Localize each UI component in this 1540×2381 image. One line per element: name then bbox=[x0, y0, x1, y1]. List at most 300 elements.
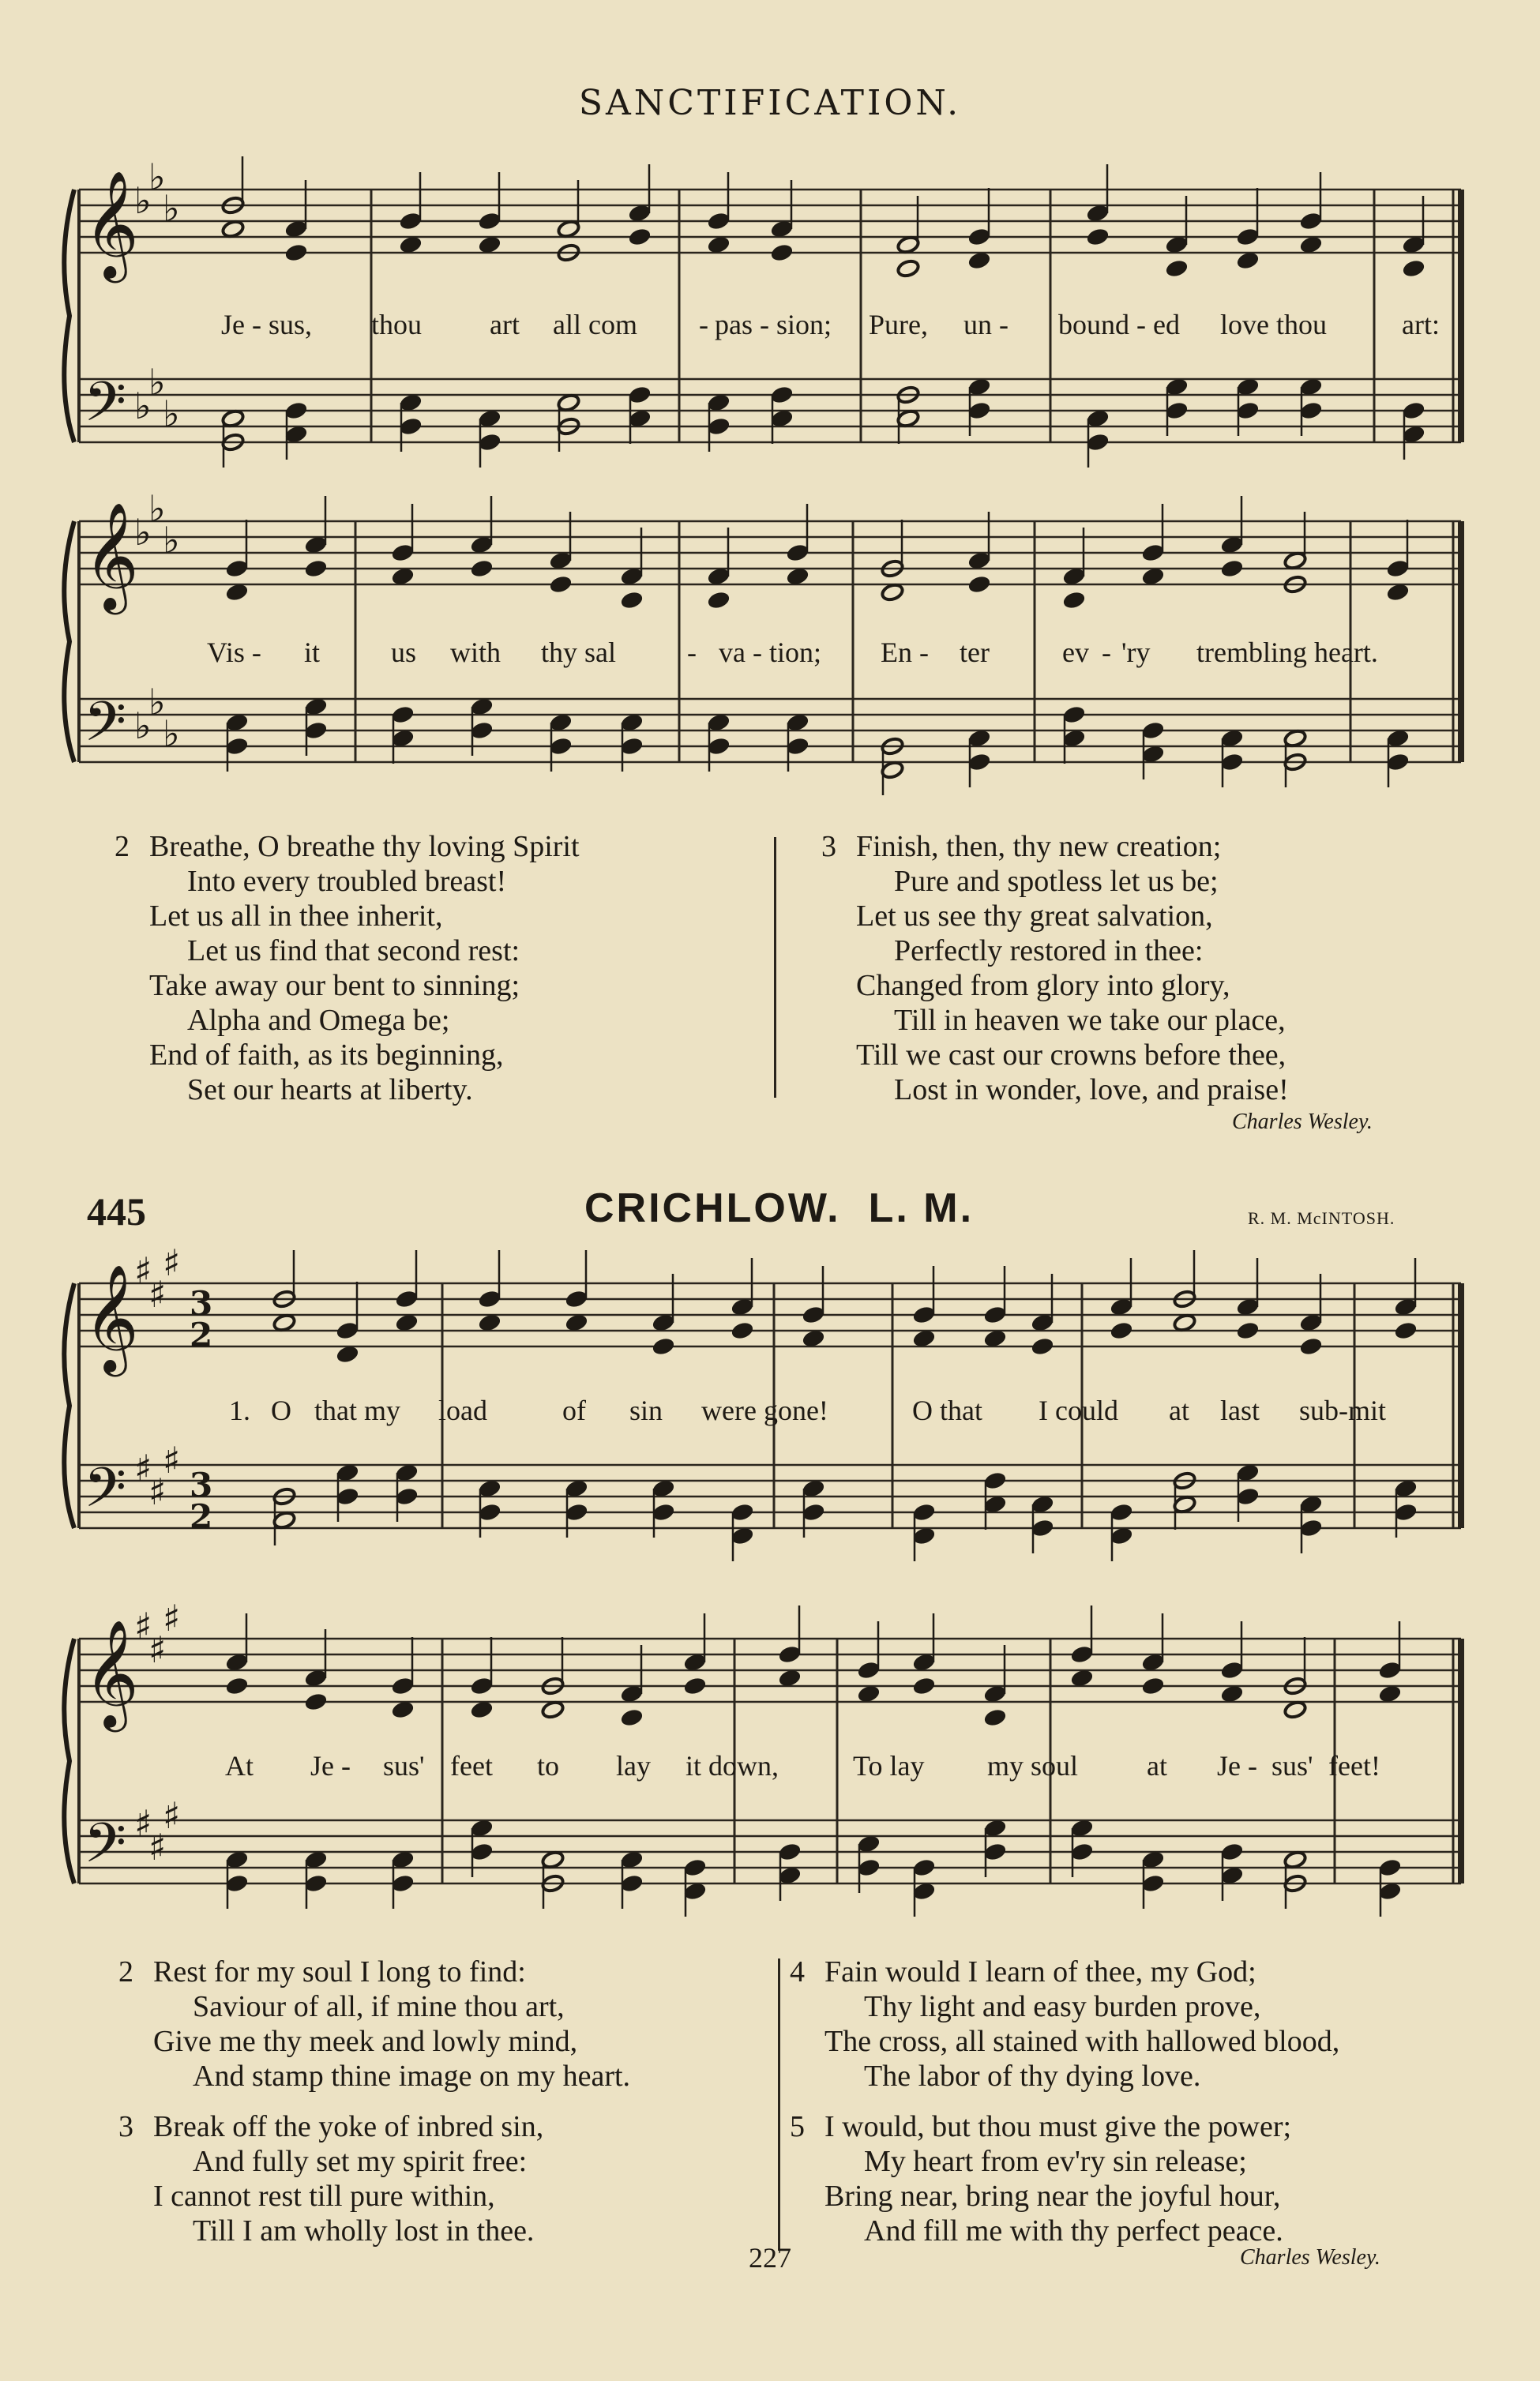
hymn-number: 445 bbox=[87, 1189, 146, 1234]
note-head bbox=[786, 737, 809, 757]
lyric-syllable: At bbox=[225, 1750, 254, 1782]
note-head bbox=[391, 504, 415, 562]
hymn1-verse-3 bbox=[821, 829, 1477, 1107]
hymn1-lyrics-line2 bbox=[0, 636, 1540, 675]
note-head bbox=[857, 1858, 881, 1878]
note-head bbox=[1299, 235, 1323, 255]
note-head bbox=[304, 1692, 328, 1712]
note-head bbox=[620, 1874, 644, 1894]
note-head bbox=[221, 156, 245, 215]
note-head bbox=[707, 172, 731, 231]
lyric-syllable: sus' bbox=[1271, 1750, 1313, 1782]
note-head bbox=[478, 1250, 501, 1309]
note-head bbox=[565, 1503, 588, 1523]
note-head bbox=[983, 1266, 1007, 1324]
verse-line: Thy light and easy burden prove, bbox=[864, 1990, 1261, 2023]
note-head bbox=[272, 1313, 296, 1333]
lyric-syllable: Vis - bbox=[207, 637, 261, 668]
verse-number: 5 bbox=[790, 2110, 805, 2143]
note-head bbox=[225, 1874, 249, 1894]
bass-clef-icon: 𝄢 bbox=[84, 370, 127, 447]
lyric-syllable: Je - sus, bbox=[221, 309, 312, 340]
note-head bbox=[1062, 729, 1086, 749]
note-head bbox=[1299, 1519, 1323, 1538]
verse-line: Saviour of all, if mine thou art, bbox=[193, 1990, 565, 2023]
sharp-icon: ♯ bbox=[134, 1802, 152, 1845]
flat-icon: ♭ bbox=[148, 361, 166, 404]
note-head bbox=[912, 1527, 936, 1546]
note-head bbox=[1386, 583, 1410, 603]
note-head bbox=[1141, 1874, 1165, 1894]
note-head bbox=[881, 520, 904, 578]
hymn2-verses-right bbox=[790, 1955, 1501, 2248]
note-head bbox=[304, 496, 328, 554]
note-head bbox=[549, 575, 573, 595]
bass-clef-icon: 𝄢 bbox=[84, 1455, 127, 1533]
note-head bbox=[304, 559, 328, 579]
lyric-syllable: O that bbox=[912, 1395, 982, 1426]
lyric-syllable: sus' bbox=[383, 1750, 425, 1782]
hymn-composer: R. M. McINTOSH. bbox=[1248, 1208, 1395, 1228]
bass-clef-icon: 𝄢 bbox=[84, 1811, 127, 1888]
time-signature-top: 3 bbox=[190, 1284, 213, 1323]
page-number: 227 bbox=[749, 2242, 791, 2274]
note-head bbox=[336, 1345, 359, 1365]
lyric-syllable: Pure, bbox=[869, 309, 928, 340]
hymn1-verse-2 bbox=[115, 829, 770, 1107]
note-head bbox=[399, 235, 423, 255]
lyric-syllable: to bbox=[537, 1750, 560, 1782]
note-head bbox=[478, 1313, 501, 1333]
note-head bbox=[778, 1605, 802, 1664]
lyric-syllable: were gone! bbox=[701, 1395, 828, 1426]
flat-icon: ♭ bbox=[163, 187, 180, 230]
lyric-syllable: feet bbox=[450, 1750, 493, 1782]
note-head bbox=[786, 567, 809, 587]
flat-icon: ♭ bbox=[134, 385, 152, 427]
note-head bbox=[683, 1882, 707, 1902]
note-head bbox=[967, 575, 991, 595]
note-head bbox=[778, 1669, 802, 1688]
lyric-syllable: last bbox=[1220, 1395, 1260, 1426]
note-head bbox=[225, 520, 249, 578]
note-head bbox=[628, 164, 652, 223]
flat-icon: ♭ bbox=[134, 179, 152, 222]
note-head bbox=[1086, 164, 1110, 223]
verse-line: Let us find that second rest: bbox=[187, 934, 520, 967]
verse-line: Changed from glory into glory, bbox=[856, 969, 1230, 1002]
note-head bbox=[470, 721, 494, 741]
treble-clef-icon: 𝄞 bbox=[84, 1263, 139, 1372]
note-head bbox=[683, 1613, 707, 1672]
note-head bbox=[336, 1487, 359, 1507]
note-head bbox=[470, 1700, 494, 1720]
lyric-syllable: 1. bbox=[229, 1395, 250, 1426]
lyric-syllable: Je - bbox=[1217, 1750, 1257, 1782]
note-head bbox=[896, 259, 920, 279]
note-head bbox=[1236, 1487, 1260, 1507]
note-head bbox=[620, 737, 644, 757]
note-head bbox=[1402, 425, 1425, 445]
note-head bbox=[1236, 188, 1260, 246]
note-head bbox=[272, 1250, 296, 1309]
note-head bbox=[778, 1866, 802, 1886]
verse-line: Let us all in thee inherit, bbox=[149, 899, 443, 933]
flat-icon: ♭ bbox=[163, 712, 180, 755]
lyric-syllable: ter bbox=[960, 637, 990, 668]
treble-clef-icon: 𝄞 bbox=[84, 501, 139, 610]
note-head bbox=[683, 1677, 707, 1696]
note-head bbox=[802, 1266, 825, 1324]
sharp-icon: ♯ bbox=[134, 1447, 152, 1489]
verse-number: 3 bbox=[118, 2110, 133, 2143]
note-head bbox=[478, 235, 501, 255]
flat-icon: ♭ bbox=[148, 681, 166, 723]
note-head bbox=[912, 1329, 936, 1349]
note-head bbox=[652, 1503, 675, 1523]
note-head bbox=[1110, 1258, 1133, 1316]
lyric-syllable: bound - ed bbox=[1058, 309, 1180, 340]
note-head bbox=[272, 1511, 296, 1530]
hymn2-author: Charles Wesley. bbox=[1240, 2245, 1380, 2270]
note-head bbox=[857, 1684, 881, 1704]
note-head bbox=[628, 227, 652, 247]
note-head bbox=[478, 433, 501, 453]
bass-clef-icon: 𝄢 bbox=[84, 689, 127, 767]
sharp-icon: ♯ bbox=[148, 1628, 167, 1671]
note-head bbox=[912, 1882, 936, 1902]
verse-line: Bring near, bring near the joyful hour, bbox=[824, 2180, 1281, 2213]
treble-staff bbox=[79, 521, 1461, 584]
note-head bbox=[1378, 1882, 1402, 1902]
sharp-icon: ♯ bbox=[134, 1605, 152, 1647]
verse-line: And fill me with thy perfect peace. bbox=[864, 2214, 1283, 2248]
note-head bbox=[1086, 227, 1110, 247]
verse-number: 3 bbox=[821, 830, 836, 863]
verse-number: 2 bbox=[118, 1955, 133, 1989]
time-signature-bottom: 2 bbox=[190, 1497, 213, 1536]
verse-line: I would, but thou must give the power; bbox=[824, 2110, 1292, 2143]
note-head bbox=[967, 753, 991, 772]
note-head bbox=[1394, 1503, 1418, 1523]
sharp-icon: ♯ bbox=[163, 1241, 181, 1284]
note-head bbox=[1299, 172, 1323, 231]
treble-clef-icon: 𝄞 bbox=[84, 169, 139, 278]
note-head bbox=[395, 1487, 419, 1507]
time-signature-top: 3 bbox=[190, 1466, 213, 1504]
note-head bbox=[967, 401, 991, 421]
verse-line: My heart from ev'ry sin release; bbox=[864, 2145, 1247, 2178]
note-head bbox=[284, 243, 308, 263]
note-head bbox=[857, 1621, 881, 1680]
note-head bbox=[912, 1677, 936, 1696]
note-head bbox=[707, 235, 731, 255]
hymn1-author: Charles Wesley. bbox=[1232, 1110, 1373, 1134]
note-head bbox=[1394, 1321, 1418, 1341]
note-head bbox=[336, 1282, 359, 1340]
note-head bbox=[912, 1266, 936, 1324]
verse-line: Rest for my soul I long to find: bbox=[153, 1955, 526, 1989]
note-head bbox=[1299, 1337, 1323, 1357]
verse-line: Fain would I learn of thee, my God; bbox=[824, 1955, 1256, 1989]
flat-icon: ♭ bbox=[134, 704, 152, 747]
note-head bbox=[221, 220, 245, 239]
note-head bbox=[912, 1613, 936, 1672]
sharp-icon: ♯ bbox=[148, 1470, 167, 1513]
lyric-syllable: all com bbox=[553, 309, 637, 340]
note-head bbox=[1386, 520, 1410, 578]
verse-line: End of faith, as its beginning, bbox=[149, 1038, 504, 1072]
note-head bbox=[391, 1700, 415, 1720]
note-head bbox=[983, 1495, 1007, 1515]
note-head bbox=[1070, 1842, 1094, 1862]
lyric-syllable: lay bbox=[616, 1750, 651, 1782]
lyric-syllable: - bbox=[687, 637, 697, 668]
note-head bbox=[399, 417, 423, 437]
note-head bbox=[1236, 1321, 1260, 1341]
note-head bbox=[1141, 567, 1165, 587]
note-head bbox=[731, 1258, 754, 1316]
note-head bbox=[478, 172, 501, 231]
note-head bbox=[1110, 1321, 1133, 1341]
note-head bbox=[1236, 401, 1260, 421]
note-head bbox=[731, 1527, 754, 1546]
lyric-syllable: un - bbox=[963, 309, 1009, 340]
note-head bbox=[1070, 1605, 1094, 1664]
note-head bbox=[470, 559, 494, 579]
hymn-meter: L. M. bbox=[868, 1185, 975, 1231]
lyric-syllable: trembling heart. bbox=[1196, 637, 1378, 668]
note-head bbox=[881, 583, 904, 603]
note-head bbox=[470, 1842, 494, 1862]
lyric-syllable: va - tion; bbox=[719, 637, 821, 668]
note-head bbox=[707, 417, 731, 437]
lyric-syllable: To lay bbox=[853, 1750, 925, 1782]
verse-line: Give me thy meek and lowly mind, bbox=[153, 2025, 578, 2058]
note-head bbox=[1378, 1684, 1402, 1704]
note-head bbox=[1236, 251, 1260, 271]
lyric-syllable: - bbox=[699, 309, 708, 340]
note-head bbox=[1141, 1613, 1165, 1672]
note-head bbox=[802, 1503, 825, 1523]
note-head bbox=[399, 172, 423, 231]
verse-line: The cross, all stained with hallowed blood, bbox=[824, 2025, 1340, 2058]
note-head bbox=[1173, 1313, 1196, 1333]
note-head bbox=[770, 409, 794, 429]
note-head bbox=[225, 737, 249, 757]
note-head bbox=[983, 1842, 1007, 1862]
lyric-syllable: load bbox=[438, 1395, 487, 1426]
lyric-syllable: 'ry bbox=[1121, 637, 1151, 668]
note-head bbox=[395, 1250, 419, 1309]
lyric-syllable: it down, bbox=[685, 1750, 779, 1782]
note-head bbox=[1165, 259, 1189, 279]
note-head bbox=[770, 243, 794, 263]
lyric-syllable: sub-mit bbox=[1299, 1395, 1387, 1426]
note-head bbox=[1062, 591, 1086, 610]
note-head bbox=[470, 1637, 494, 1696]
note-head bbox=[1165, 401, 1189, 421]
note-head bbox=[620, 591, 644, 610]
hymn2-system2 bbox=[0, 1597, 1540, 1982]
note-head bbox=[1086, 433, 1110, 453]
treble-staff bbox=[79, 1639, 1461, 1702]
verse-line: Lost in wonder, love, and praise! bbox=[894, 1073, 1289, 1106]
sharp-icon: ♯ bbox=[163, 1597, 181, 1639]
note-head bbox=[983, 1329, 1007, 1349]
note-head bbox=[391, 729, 415, 749]
lyric-syllable: my soul bbox=[987, 1750, 1079, 1782]
note-head bbox=[391, 1637, 415, 1696]
note-head bbox=[395, 1313, 419, 1333]
note-head bbox=[565, 1313, 588, 1333]
note-head bbox=[802, 1329, 825, 1349]
note-head bbox=[652, 1337, 675, 1357]
verse-number: 4 bbox=[790, 1955, 805, 1989]
note-head bbox=[541, 1637, 565, 1696]
note-head bbox=[304, 721, 328, 741]
verse-line: Pure and spotless let us be; bbox=[894, 865, 1219, 898]
note-head bbox=[1378, 1621, 1402, 1680]
verse-divider bbox=[778, 1959, 780, 2251]
lyric-syllable: it bbox=[304, 637, 321, 668]
page-header: SANCTIFICATION. bbox=[578, 83, 962, 123]
note-head bbox=[1031, 1519, 1054, 1538]
lyric-syllable: ev bbox=[1062, 637, 1089, 668]
note-head bbox=[470, 496, 494, 554]
note-head bbox=[1236, 1258, 1260, 1316]
verse-line: Till in heaven we take our place, bbox=[894, 1004, 1286, 1037]
note-head bbox=[284, 425, 308, 445]
hymn1-lyrics-line1 bbox=[0, 308, 1540, 347]
flat-icon: ♭ bbox=[163, 519, 180, 561]
note-head bbox=[1283, 1700, 1307, 1720]
flat-icon: ♭ bbox=[163, 392, 180, 435]
lyric-syllable: art bbox=[490, 309, 520, 340]
flat-icon: ♭ bbox=[134, 511, 152, 554]
note-head bbox=[541, 1700, 565, 1720]
note-head bbox=[1110, 1527, 1133, 1546]
note-head bbox=[1141, 1677, 1165, 1696]
note-head bbox=[1220, 559, 1244, 579]
note-head bbox=[1386, 753, 1410, 772]
note-head bbox=[1402, 259, 1425, 279]
verse-line: Till I am wholly lost in thee. bbox=[193, 2214, 535, 2248]
note-head bbox=[225, 1613, 249, 1672]
flat-icon: ♭ bbox=[148, 487, 166, 530]
verse-line: Breathe, O breathe thy loving Spirit bbox=[149, 830, 580, 863]
lyric-syllable: at bbox=[1169, 1395, 1189, 1426]
hymn2-verses-left bbox=[118, 1955, 774, 2248]
verse-line: Let us see thy great salvation, bbox=[856, 899, 1213, 933]
verse-line: Finish, then, thy new creation; bbox=[856, 830, 1222, 863]
note-head bbox=[1220, 753, 1244, 772]
note-head bbox=[549, 737, 573, 757]
lyric-syllable: thy sal bbox=[541, 637, 616, 668]
sharp-icon: ♯ bbox=[134, 1249, 152, 1292]
lyric-syllable: - bbox=[1102, 637, 1111, 668]
sharp-icon: ♯ bbox=[148, 1826, 167, 1868]
flat-icon: ♭ bbox=[148, 156, 166, 198]
note-head bbox=[967, 251, 991, 271]
verse-line: Break off the yoke of inbred sin, bbox=[153, 2110, 544, 2143]
lyric-syllable: Je - bbox=[310, 1750, 351, 1782]
note-head bbox=[304, 1874, 328, 1894]
note-head bbox=[478, 1503, 501, 1523]
note-head bbox=[707, 591, 731, 610]
lyric-syllable: with bbox=[450, 637, 501, 668]
note-head bbox=[1141, 504, 1165, 562]
lyric-syllable: sin bbox=[629, 1395, 663, 1426]
verse-line: Perfectly restored in thee: bbox=[894, 934, 1204, 967]
lyric-syllable: us bbox=[391, 637, 417, 668]
verse-line: Alpha and Omega be; bbox=[187, 1004, 450, 1037]
treble-clef-icon: 𝄞 bbox=[84, 1618, 139, 1727]
note-head bbox=[731, 1321, 754, 1341]
note-head bbox=[967, 188, 991, 246]
note-head bbox=[565, 1250, 588, 1309]
note-head bbox=[1220, 1621, 1244, 1680]
hymn2-lyrics-line2 bbox=[0, 1749, 1540, 1789]
lyric-syllable: that my bbox=[314, 1395, 400, 1426]
note-head bbox=[391, 567, 415, 587]
note-head bbox=[1299, 401, 1323, 421]
note-head bbox=[1220, 1684, 1244, 1704]
note-head bbox=[391, 1874, 415, 1894]
note-head bbox=[225, 583, 249, 603]
bass-staff bbox=[79, 699, 1461, 762]
note-head bbox=[786, 504, 809, 562]
note-head bbox=[1031, 1337, 1054, 1357]
verse-divider bbox=[774, 837, 776, 1098]
verse-line: I cannot rest till pure within, bbox=[153, 2180, 495, 2213]
note-head bbox=[1070, 1669, 1094, 1688]
sharp-icon: ♯ bbox=[163, 1794, 181, 1837]
note-head bbox=[1173, 1495, 1196, 1515]
lyric-syllable: love thou bbox=[1220, 309, 1327, 340]
note-head bbox=[1220, 496, 1244, 554]
lyric-syllable: thou bbox=[371, 309, 423, 340]
note-head bbox=[707, 737, 731, 757]
note-head bbox=[896, 409, 920, 429]
note-head bbox=[225, 1677, 249, 1696]
note-head bbox=[620, 1708, 644, 1728]
hymn-title-block bbox=[584, 1185, 974, 1232]
lyric-syllable: feet! bbox=[1328, 1750, 1380, 1782]
lyric-syllable: pas - sion; bbox=[715, 309, 832, 340]
verse-number: 2 bbox=[115, 830, 130, 863]
verse-line: And fully set my spirit free: bbox=[193, 2145, 528, 2178]
lyric-syllable: at bbox=[1147, 1750, 1167, 1782]
lyric-syllable: I could bbox=[1039, 1395, 1118, 1426]
time-signature-bottom: 2 bbox=[190, 1316, 213, 1354]
verse-line: Into every troubled breast! bbox=[187, 865, 507, 898]
sharp-icon: ♯ bbox=[163, 1439, 181, 1482]
note-head bbox=[1394, 1258, 1418, 1316]
note-head bbox=[881, 760, 904, 780]
note-head bbox=[983, 1708, 1007, 1728]
lyric-syllable: art: bbox=[1402, 309, 1440, 340]
hymn2-lyrics-line1 bbox=[0, 1394, 1540, 1433]
lyric-syllable: En - bbox=[881, 637, 929, 668]
note-head bbox=[1141, 745, 1165, 764]
lyric-syllable: O bbox=[271, 1395, 291, 1426]
lyric-syllable: of bbox=[562, 1395, 586, 1426]
bass-staff bbox=[79, 1820, 1461, 1883]
sharp-icon: ♯ bbox=[148, 1273, 167, 1316]
verse-line: Take away our bent to sinning; bbox=[149, 969, 520, 1002]
note-head bbox=[1173, 1250, 1196, 1309]
